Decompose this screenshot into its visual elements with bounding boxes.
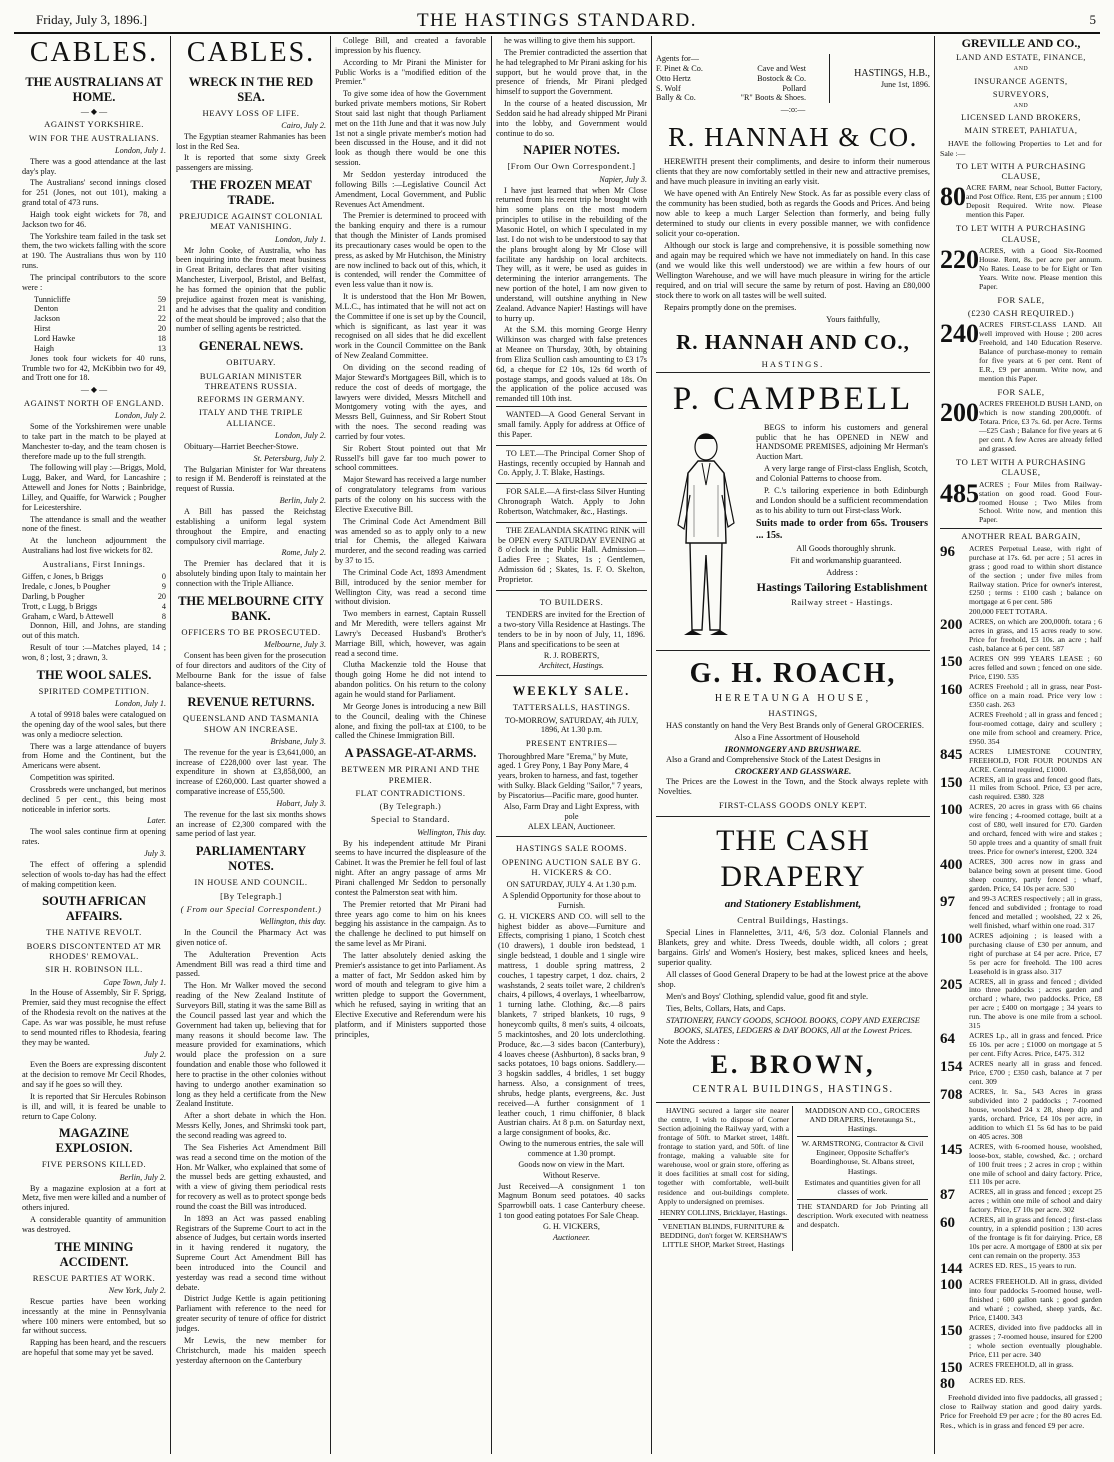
dateline: Wellington, this day.	[259, 917, 326, 927]
property-listing	[940, 1216, 1102, 1261]
campbell-ad: P. CAMPBELL BEGS to inform his customers and general public that he has OPENED in NEW and HANDSOME PREMISES, adjoining Mr Herman's Auction Mart. A very large range of First-class English, Scotch, and Colonial Patterns to choose from. P. C.'s tailoring experience in both Edinburgh and London should be a sufficient recommendation as to his ability to turn out First-class Work. Suits made to order from 65s. Trousers ... 15s. All Goods thoroughly shrunk. Fit and workmanship guaranteed. Address : Hastings Tailoring Establishment Railway street - Hastings.	[656, 372, 930, 650]
subheading: IN HOUSE AND COUNCIL.	[194, 877, 308, 888]
paragraph: It is reported that some sixty Greek passengers are missing.	[176, 153, 326, 173]
paragraph: Even the Boers are expressing discontent at the decision to remove Mr Cecil Rhodes, and say if he goes so will they.	[22, 1060, 166, 1090]
property-description: ACRES FREEHOLD, all in grass.	[969, 1359, 1074, 1369]
paragraph: The Criminal Code Act Amendment Bill was amended so as to apply only to a new trial for Chemis, the alleged Kaiwara murderer, and the second reading was carried by 37 to 15.	[335, 516, 486, 566]
property-description: ACRES, all in grass and fenced ; first-class country, in a splendid position ; 130 acres of the frontage is fit for dairying. Price, £8 10s per acre. A mortgage of £800 at six per cent can remain on the property. 353	[969, 1215, 1102, 1261]
paragraph: In the course of a heated discussion, Mr Seddon said he had already shipped Mr Pirani into the lobby, and Government would continue to do so.	[496, 99, 647, 138]
paragraph: There was a good attendance at the last day's play.	[22, 156, 166, 176]
property-description: ACRES, all in grass and fenced good flats, 11 miles from School. Price, £3 per acre, cash required. £380. 328	[969, 774, 1102, 802]
subheading: BOERS DISCONTENTED AT MR RHODES' REMOVAL.	[26, 940, 162, 961]
dateline: Melbourne, July 3.	[264, 640, 326, 650]
paragraph: Rescue parties have been working incessantly at the mine in Pennsylvania where 100 miners were entombed, but so far without success.	[22, 1296, 166, 1336]
property-description: ACRES, on which are 200,000ft. totara ; 6 acres in grass, and 15 acres ready to sow. Price for freehold, £3 10s. an acre ; half cash, balance at 6 per cent. 587	[969, 617, 1102, 654]
cash-drapery-ad: THE CASH DRAPERY and Stationery Establishment, Central Buildings, Hastings. Special Lines in Flannelettes, 3/11, 4/6, 5/3 doz. Colonial Flannels and Blankets, grey and white. Dress Tweeds, double width, all colors ; great bargains. Girls' and Women's Hosiery, best makes, spliced knees and heels, superior quality. All classes of Good General Drapery to be had at the lowest price at the above shop. Men's and Boys' Clothing, splendid value, good fit and style. Ties, Belts, Collars, Hats, and Caps. STATIONERY, FANCY GOODS, SCHOOL BOOKS, COPY AND EXERCISE BOOKS, SLATES, LEDGERS & DAY BOOKS, All at the Lowest Prices. Note the Address : E. BROWN, CENTRAL BUILDINGS, HASTINGS.	[656, 816, 930, 1101]
column-3	[335, 36, 486, 1454]
property-listing	[940, 608, 1102, 617]
weekly-sale-ad: WEEKLY SALE. TATTERSALLS, HASTINGS. TO-MORROW, SATURDAY, 4th JULY, 1896, At 1.30 p.m. PRESENT ENTRIES— Thoroughbred Mare "Erema," by Mute, aged. 1 Grey Pony, 1 Bay Pony Mare, 4 years, broken to harness, and fast, together with Sulky. Black Gelding "Sailor," 7 years, by Piscatorius—Pacific mare, good hunter. Also, Farm Dray and Light Express, with pole ALEX LEAN, Auctioneer.	[496, 675, 647, 836]
paragraph: The effect of offering a splendid selection of wools to-day has had the effect of making competition keen.	[22, 859, 166, 889]
property-listing	[940, 978, 1102, 1032]
property-listing: 220 ACRES, with a Good Six-Roomed House. Rent, 8s. per acre per annum. No Rates. Lease to be for Eight or Ten Years. Write now. Please mention this Paper.	[940, 244, 1102, 291]
paragraph: Obituary—Harriet Beecher-Stowe.	[184, 441, 299, 451]
dateline: Later.	[147, 816, 166, 826]
property-description: and 99-3 ACRES respectively ; all in grass, fenced and subdivided ; frontage to road fenced and metalled ; woolshed, 22 x 26, well finished, wharf within one road. 317	[969, 893, 1102, 930]
property-listing	[940, 1324, 1102, 1360]
masthead-title: THE HASTINGS STANDARD.	[416, 10, 698, 31]
paragraph: Competition was spirited.	[30, 773, 115, 783]
property-description: ACRES, 20 acres in grass with 66 chains wire fencing ; 4-roomed cottage, built at a cost of £80, well insured for £70. Garden and orchard, fenced with wire and stakes ; 50 apple trees and a quantity of small fruit trees. Price for owner's interest, £200. 324	[969, 802, 1102, 857]
property-acres: 708	[940, 1086, 963, 1103]
property-acres: 60	[940, 1215, 955, 1232]
masthead-date: Friday, July 3, 1896.]	[36, 12, 148, 27]
property-listing	[940, 618, 1102, 654]
column-rule	[491, 36, 492, 1454]
property-listing: 485 ACRES ; Four Miles from Railway-station on good road. Good Four-roomed House ; Two Miles from School. Write now, and mention this Paper.	[940, 478, 1102, 525]
sale-rooms-ad: HASTINGS SALE ROOMS. OPENING AUCTION SALE BY G. H. VICKERS & CO. ON SATURDAY, JULY 4. At 1.30 p.m. A Splendid Opportunity for those about to Furnish. G. H. VICKERS AND CO. will sell to the highest bidder as above—Furniture and Effects, comprising 1 piano, 1 Scotch chest (10 drawers), 1 double iron bedstead, 1 single bedstead, 1 double and 1 single wire mattress, 1 double spring mattress, 2 couches, 1 tapestry carpet, 1 doz. chairs, 2 washstands, 2 seats toilet ware, 2 children's chairs, 4 pillows, 4 overlays, 1 wheelbarrow, 1 turning lathe. Clothing, &c.—8 pairs blankets, 7 striped blankets, 10 rugs, 9 honeycomb quilts, 8 men's suits, 4 oilcoats, 5 mackintoshes, and 20 lots underclothing. Produce, &c.—3 sides bacon (Canterbury), 4 loaves cheese (Ashburton), 8 sacks bran, 9 sacks potatoes, 10 bags onions. Saddlery.—3 hogskin saddles, 4 bridles, 1 set buggy harness. Also, a consignment of trees, shrubs, hedge plants, evergreens, &c. Just received—A further consignment of 1 leather couch, 1 rimu chiffonier, 8 black Austrian chairs. At 8 p.m. on Saturday next, a large consignment of books, &c. Owing to the numerous entries, the sale will commence at 1.30 prompt. Goods now on view in the Mart. Without Reserve. Just Received—A consignment 1 ton Magnum Bonum seed potatoes. 40 sacks Sparrowbill oats. 1 case Canterbury cheese. 1 ton good eating potatoes For Sale Cheap. G. H. VICKERS, Auctioneer.	[496, 836, 647, 1246]
separator: — ◆ —	[80, 385, 108, 395]
property-listing	[940, 1088, 1102, 1142]
separator: — ◆ —	[80, 106, 108, 116]
innings-table	[22, 572, 166, 621]
paragraph: The Premier is determined to proceed with the banking enquiry and there is a rumour that though the Minister of Lands promised its precautionary cases would be open to the press, as asked by Mr Hutchison, the Ministry are now inclined to back out of this, which, it is contended, will render the Committee of even less value than it now is.	[335, 211, 486, 290]
innings-row: Giffen, c Jones, b Briggs 0	[22, 572, 166, 582]
paragraph: The wool sales continue firm at opening rates.	[22, 827, 166, 847]
property-description: ACRES LIMESTONE COUNTRY, FREEHOLD, FOR FOUR POUNDS AN ACRE. Central required, £1000.	[969, 746, 1102, 774]
paragraph: Consent has been given for the prosecution of four directors and auditors of the City of Melbourne Bank for the issue of false balance-sheets.	[176, 650, 326, 690]
property-listing	[940, 776, 1102, 803]
property-description: ACRES, all in grass and fenced ; except 25 acres ; within one mile of school and dairy factory. Price, £7 10s per acre. 302	[969, 1187, 1102, 1215]
dateline: Brisbane, July 3.	[270, 736, 326, 746]
paragraph: Crossbreds were unchanged, but merinos declined 5 per cent., this being most noticeable in inferior sorts.	[22, 784, 166, 814]
column-4	[496, 36, 647, 1454]
property-listing	[940, 748, 1102, 775]
column-rule	[330, 36, 331, 1454]
dateline: Wellington, This day.	[417, 827, 486, 837]
dateline: New York, July 2.	[108, 1286, 166, 1296]
property-listing	[940, 545, 1102, 608]
score-row: Haigh 13	[34, 343, 166, 353]
paragraph: The latter absolutely denied asking the Premier's assistance to get into Parliament. As a matter of fact, Mr Seddon asked him by word of mouth and telegram to give him a written pledge to support the Government, which he refused, saying in writing that an Elective Executive and Referendum were his platform, and if Ministers supported those principles,	[335, 950, 486, 1039]
headline: THE FROZEN MEAT TRADE.	[190, 178, 312, 208]
paragraph: On dividing on the second reading of Major Steward's Mortgagees Bill, which is to reduce the cost of deeds of mortgage, the lawyers were divided, Messrs Mitchell and Montgomery voting with the ayes, and Messrs Bell, Guinness, and Sir Robert Stout with the noes. The second reading was carried by four votes.	[335, 363, 486, 441]
innings-row: Darling, b Pougher 20	[22, 591, 166, 601]
small-ads-row: HAVING secured a larger site nearer the centre, I wish to dispose of Corner Section adjoining the Railway yard, with a frontage of 50ft. to Market street, 148ft. frontage to station yard, and 50ft. of line frontage, making a valuable site for warehouse, wool or grain store, offering as it does facilities at small cost for siding, together with comfortable, well-built residence and out-buildings complete. Apply to undersigned on premises. HENRY COLLINS, Bricklayer, Hastings. VENETIAN BLINDS, FURNITURE & BEDDING, don't forget W. KERSHAW'S LITTLE SHOP, Market Street, Hastings MADDISON AND CO., GROCERS AND DRAPERS, Heretaunga St., Hastings. W. ARMSTRONG, Contractor & Civil Engineer, Opposite Schaffer's Boardinghouse, St. Albans street, Hastings. Estimates and quantities given for all classes of work. THE STANDARD for Job Printing all description. Work executed with neatness and despatch.	[656, 1102, 930, 1255]
subheading: BETWEEN MR PIRANI AND THE PREMIER.	[341, 764, 480, 785]
gentleman-illustration	[662, 425, 750, 645]
collins-ad: HAVING secured a larger site nearer the centre, I wish to dispose of Corner Section adjoining the Railway yard, with a frontage of 50ft. to Market street, 148ft. frontage to station yard, and 50ft. of line frontage, making a valuable site for warehouse, wool or grain store, offering as it does facilities at small cost for siding, together with comfortable, well-built residence and out-buildings complete. Apply to undersigned on premises.	[658, 1105, 789, 1206]
paragraph: Freehold divided into five paddocks, all grassed ; close to Railway station and good dairy yards. Price for Freehold £9 per acre ; for the 80 acres Ed. Res., which is in grass and fenced £9 per acre.	[940, 1392, 1102, 1430]
paragraph: At the S.M. this morning George Henry Wilkinson was charged with false pretences at Meanee on Thursday, 30th, by obtaining from Eliza Scullion cash amounting to £3 17s 6d, a cheque for £2 10s, 12s 6d worth of postage stamps, and goods valued at 18s. On the application of the police accused was remanded till 10th inst.	[496, 325, 647, 404]
paragraph: Haigh took eight wickets for 78, and Jackson two for 46.	[22, 209, 166, 229]
property-description: ACRES, lr. Sa., 543 Acres in grass subdivided into 2 paddocks ; 7-roomed house, woolshed 24 x 28, sheep dip and yards, orchard. Price, £4 10s per acre, in addition to which £1 5s 6d has to be paid on 405 acres. 308	[969, 1086, 1102, 1141]
property-listing	[940, 1278, 1102, 1323]
masthead	[14, 10, 1100, 34]
paragraph: The Sea Fisheries Act Amendment Bill was read a second time on the motion of the Hon. Mr Walker, who explained that some of the mussel beds are getting exhausted, and with a view of giving them periodical rests for recovery as well as to protect sponge beds round the coast the Bill was introduced.	[176, 1142, 326, 1211]
score-row: Jackson 22	[34, 314, 166, 324]
subheading: AGAINST YORKSHIRE.	[44, 119, 144, 130]
property-listing	[940, 932, 1102, 977]
score-row: Lord Hawke 18	[34, 334, 166, 343]
column-rule	[651, 36, 652, 1454]
dateline: Napier, July 3.	[599, 174, 647, 184]
headline: REVENUE RETURNS.	[187, 695, 315, 710]
campbell-title: P. CAMPBELL	[672, 380, 914, 417]
paragraph: The Bulgarian Minister for War threatens to resign if M. Benderoff is reinstated at the request of Russia.	[176, 464, 326, 494]
paragraph: To give some idea of how the Government burked private members motions, Sir Robert Stout said last night that though Parliament met on the 11th June and that it was now July 1st not a single private member's motion had been discussed in the House, and it did not look as though there would be one this session.	[335, 89, 486, 168]
property-description: 200,000 FEET TOTARA.	[969, 607, 1048, 617]
paragraph: Donnon, Hill, and Johns, are standing out of this match.	[22, 621, 166, 641]
property-acres: 100	[940, 930, 963, 947]
hannah-signature: R. HANNAH AND CO.,	[676, 330, 910, 355]
property-listing	[940, 895, 1102, 931]
column-rule	[934, 36, 935, 1454]
dateline: July 3.	[144, 848, 166, 858]
paragraph: Mr John Cooke, of Australia, who has been inquiring into the frozen meat business in Great Britain, declares that after visiting Manchester, Liverpool, Bristol, and Belfast, he has formed the opinion that the public prejudice against frozen meat is vanishing, and he advises that the quality and condition of the meat should be improved ; also that the number of selling agents be restricted.	[176, 245, 326, 334]
subheading: Australians, First Innings.	[42, 558, 146, 569]
innings-row: Iredale, c Jones, b Pougher 9	[22, 582, 166, 592]
property-acres: 400	[940, 857, 963, 874]
subheading: HEAVY LOSS OF LIFE.	[202, 107, 300, 118]
property-description: ACRES, all in grass and fenced ; divided into three paddocks ; acres garden and orchard ; whare, two paddocks. Price, £8 per acre ; £400 on mortgage ; 34 years to run. The above is one mile from a school. 315	[969, 976, 1102, 1031]
byline: (By Telegraph.)	[379, 801, 442, 812]
paragraph: The Premier retorted that Mr Pirani had three years ago come to him on his knees begging his assistance in the campaign. As to the challenge he declined to put himself on the same level as Mr Pirani.	[335, 899, 486, 949]
subheading: REFORMS IN GERMANY.	[197, 394, 305, 405]
maddison-ad: MADDISON AND CO., GROCERS AND DRAPERS, Heretaunga St., Hastings.	[804, 1105, 921, 1134]
property-acres: 64	[940, 1031, 955, 1048]
dateline: Berlin, July 2.	[279, 496, 326, 506]
property-acres: 100	[940, 1277, 963, 1294]
headline: SOUTH AFRICAN AFFAIRS.	[42, 894, 146, 924]
paragraph: According to Mr Pirani the Minister for Public Works is a "modified edition of the Premier."	[335, 57, 486, 87]
property-description: ACRES Freehold ; all in grass, near Post-office on a main road. Price very low : £350 cash. 263	[969, 682, 1102, 709]
column-rule	[170, 36, 171, 1454]
dateline: Cairo, July 2.	[281, 120, 326, 130]
agents-block: Agents for— F. Pinet & Co. Cave and West Otto Hertz Bostock & Co. S. Wolf Pollard Bally & Co. "R" Boots & Shoes. HASTINGS, H.B., June 1st, 1896.	[656, 54, 930, 103]
section-title: CABLES.	[186, 37, 316, 68]
property-description: ACRES, with 6-roomed house, woolshed, loose-box, stable, cowshed, &c. ; orchard of 100 fruit trees ; 2 acres in crop ; within one mile of school and dairy factory. Price, £11 10s per acre.	[969, 1141, 1102, 1187]
property-acres: 97	[940, 893, 955, 910]
classified-ad: FOR SALE.—A first-class Silver Hunting Chronograph Watch. Apply to John Robertson, Watchmaker, &c., Hastings.	[496, 483, 647, 522]
property-acres: 100	[940, 802, 963, 819]
paragraph: Some of the Yorkshiremen were unable to take part in the match to be played at Manchester to-day, and the team chosen is therefore made up to the full strength.	[22, 421, 166, 461]
property-listing: 240 ACRES FIRST-CLASS LAND. All well improved with House ; 200 acres Freehold, and 140 Education Reserve. Balance of purchase-money to remain for five years at 6 per cent. Rent of E.R., £9 per annum. Write now, and mention this Paper.	[940, 319, 1102, 384]
score-row: Denton 21	[34, 304, 166, 314]
property-listing	[940, 683, 1102, 710]
property-description: ACRES nearly all in grass and fenced. Price, £700 ; £350 cash, balance at 7 per cent. 309	[969, 1059, 1102, 1086]
paragraph: By a magazine explosion at a fort at Metz, five men were killed and a number of others injured.	[22, 1183, 166, 1213]
dateline: July 2.	[144, 1049, 166, 1059]
paragraph: The Australians' second innings closed for 251 (Jones, not out 101), making a grand total of 473 runs.	[22, 178, 166, 208]
paragraph: The following will play :—Briggs, Mold, Lugg, Baker, and Ward, for Lancashire ; Attewell and Jones for Notts ; Bainbridge, Lilley, and Quaiffe, for Warwick ; Pougher for Leicestershire.	[22, 463, 166, 512]
paragraph: The Premier contradicted the assertion that he had telegraphed to Mr Pirani asking for his support, but he would prove that, in the presence of friends, Mr Pirani pledged himself to support the Government.	[496, 47, 647, 97]
paragraph: The Premier has declared that it is absolutely binding upon Italy to maintain her connection with the Triple Alliance.	[176, 559, 326, 588]
paragraph: It is reported that Sir Hercules Robinson is ill, and will, it is feared be unable to return to Cape Colony.	[22, 1091, 166, 1121]
headline: MAGAZINE EXPLOSION.	[55, 1126, 133, 1156]
subheading: SPIRITED COMPETITION.	[38, 685, 150, 696]
headline: THE WOOL SALES.	[36, 667, 152, 682]
paragraph: The principal contributors to the score were :	[22, 272, 166, 292]
hannah-title: R. HANNAH & CO.	[668, 121, 918, 152]
property-description: ACRES ED. RES., 15 years to run.	[969, 1261, 1077, 1271]
dateline: London, July 1.	[115, 145, 166, 155]
property-acres: 150	[940, 774, 963, 791]
property-list	[940, 545, 1102, 1392]
property-acres: 160	[940, 682, 963, 698]
headline: WRECK IN THE RED SEA.	[188, 74, 314, 104]
property-description: ACRES FREEHOLD. All in grass, divided into four paddocks 5-roomed house, well-finished ; 600 gallon tank ; good garden and wharé ; cowshed, sheep yards, &c. Price, £1400. 343	[969, 1277, 1102, 1322]
paragraph: Jones took four wickets for 40 runs, Trumble two for 42, McKibbin two for 49, and Trott one for 18.	[22, 353, 166, 383]
paragraph: Rapping has been heard, and the rescuers are hopeful that some may yet be saved.	[22, 1338, 166, 1358]
advertisement-column	[656, 36, 930, 1454]
paragraph: Clutha Mackenzie told the House that though going Home he did not intend to abandon politics. On his return to the colony again he would stand for Parliament.	[335, 660, 486, 699]
property-acres: 144	[940, 1261, 963, 1278]
paragraph: The revenue for the year is £3,641,000, an increase of £228,000 over last year. The expenditure in shown at £3,858,000, an increase of £260,000. Last quarter showed a comparative increase of £55,500.	[176, 747, 326, 797]
property-acres: 200	[940, 617, 963, 634]
property-description: ACRES ED. RES.	[969, 1375, 1026, 1385]
property-acres: 145	[940, 1141, 963, 1158]
standard-ad: THE STANDARD for Job Printing all description. Work executed with neatness and despatch.	[797, 1199, 928, 1230]
paragraph: A Bill has passed the Reichstag establishing a uniform legal system throughout the Empire, and enacting compulsory civil marriage.	[176, 506, 326, 546]
subheading: WIN FOR THE AUSTRALIANS.	[28, 132, 160, 143]
dateline: Hobart, July 3.	[276, 798, 326, 808]
headline: GENERAL NEWS.	[198, 339, 304, 354]
byline: Special to Standard.	[371, 814, 450, 825]
paragraph: Result of tour :—Matches played, 14 ; won, 8 ; lost, 3 ; drawn, 3.	[22, 643, 166, 662]
paragraph: Sir Robert Stout pointed out that Mr Russell's bill gave far too much power to school committees.	[335, 443, 486, 473]
paragraph: The Egyptian steamer Rahmanies has been lost in the Red Sea.	[176, 131, 326, 151]
classified-ad: TO LET.—The Principal Corner Shop of Hastings, recently occupied by Hannah and Co. Apply, J. T. Blake, Hastings.	[496, 445, 647, 484]
subheading: PREJUDICE AGAINST COLONIAL MEAT VANISHING.	[179, 211, 323, 232]
property-acres: 845	[940, 746, 963, 763]
property-acres: 87	[940, 1187, 955, 1204]
cash-drapery-title: THE CASH DRAPERY	[716, 824, 870, 894]
headline: THE MINING ACCIDENT.	[54, 1239, 134, 1269]
section-title: CABLES.	[29, 37, 159, 68]
property-listing	[940, 711, 1102, 747]
dateline: Rome, July 2.	[281, 548, 326, 558]
paragraph: District Judge Kettle is again petitioning Parliament with reference to the need for greater security of tenure of office for district judges.	[176, 1294, 326, 1333]
headline: PARLIAMENTARY NOTES.	[195, 844, 307, 874]
byline: [From Our Own Correspondent.]	[507, 161, 636, 172]
paragraph: Two members in earnest, Captain Russell and Mr Meredith, were tellers against Mr Lawry's Deceased Husband's Brother's Marriage Bill, which, however, was again read a second time.	[335, 609, 486, 658]
paragraph: A total of 9918 bales were catalogued on the opening day of the wool sales, but there was only a mediocre selection.	[22, 710, 166, 739]
property-listing: 80 ACRE FARM, near School, Butter Factory, and Post Office. Rent, £35 per annum ; £100 Deposit Required. Write now. Please mention this Paper.	[940, 182, 1102, 220]
property-acres: 150	[940, 1359, 963, 1376]
property-description: ACRES Lp., all in grass and fenced. Price £6 10s. per acre ; £1000 on mortgage at 5 per cent. Fifty Acres. Price, £475. 312	[969, 1031, 1102, 1059]
property-listing	[940, 1188, 1102, 1215]
paragraph: The Hon. Mr Walker moved the second reading of the New Zealand Institute of Surveyors Bill, stating it was the same Bill as the Council passed last year and which the Government had taken up, believing that for many reasons it should become law. The measure provided for examinations, which would place the profession on a sure foundation and enable those who followed it here to practise in the other colonies without having to undergo another examination so long as they held a certificate from the New Zealand Institute.	[176, 981, 326, 1109]
paragraph: The Criminal Code Act, 1893 Amendment Bill, introduced by the senior member for Wellington City, was read a second time without division.	[335, 567, 486, 607]
headline: THE MELBOURNE CITY BANK.	[178, 593, 324, 623]
property-acres: 205	[940, 976, 963, 993]
paragraph: The attendance is small and the weather none of the finest.	[22, 514, 166, 534]
byline: [By Telegraph.]	[220, 890, 282, 901]
greville-column: GREVILLE AND CO., LAND AND ESTATE, FINANCE, AND INSURANCE AGENTS, SURVEYORS, AND LICENSED LAND BROKERS, MAIN STREET, PAHIATUA, HAVE the following Properties to Let and for Sale :— TO LET WITH A PURCHASING CLAUSE, 80 ACRE FARM, near School, Butter Factory, and Post Office. Rent, £35 per annum ; £100 Deposit Required. Write now. Please mention this Paper. TO LET WITH A PURCHASING CLAUSE, 220 ACRES, with a Good Six-Roomed House. Rent, 8s. per acre per annum. No Rates. Lease to be for Eight or Ten Years. Write now. Please mention this Paper. FOR SALE, (£230 CASH REQUIRED.) 240 ACRES FIRST-CLASS LAND. All well improved with House ; 200 acres Freehold, and 140 Education Reserve. Balance of purchase-money to remain for five years at 6 per cent. Rent of E.R., £9 per annum. Write now, and mention this Paper. FOR SALE, 200 ACRES FREEHOLD BUSH LAND, on which is now standing 200,000ft. of Totara. Price, £3 7s. 6d. per Acre. Terms—£25 Cash ; Balance for five years at 6 per cent. A few Acres are already felled and grassed. TO LET WITH A PURCHASING CLAUSE, 485 ACRES ; Four Miles from Railway-station on good road. Good Four-roomed House ; Two Miles from School. Write now, and mention this Paper. ANOTHER REAL BARGAIN, 96 ACRES Perpetual Lease, with right of purchase at 17s. 6d. per acre ; 51 acres in grass ; good road to within short distance of the section ; under five miles from Railway station. Price for owner's interest, £250 ; terms : £100 cash ; balance on mortgage at 6 per cent. 586 200,000 FEET TOTARA. 200 ACRES, on which are 200,000ft. totara ; 6 acres in grass, and 15 acres ready to sow. Price for freehold, £3 10s. an acre ; half cash, balance at 6 per cent. 587 150 ACRES ON 999 YEARS LEASE ; 60 acres felled and sown ; fenced on one side. Price, £190. 535 160 ACRES Freehold ; all in grass, near Post-office on a main road. Price very low : £350 cash. 263 ACRES Freehold ; all in grass and fenced ; four-roomed cottage, dairy and scullery ; one mile from school and creamery. Price, £950. 354 845 ACRES LIMESTONE COUNTRY, FREEHOLD, FOR FOUR POUNDS AN ACRE. Central required, £1000. 150 ACRES, all in grass and fenced good flats, 11 miles from School. Price, £3 per acre, cash required. £380. 328 100 ACRES, 20 acres in grass with 66 chains wire fencing ; 4-roomed cottage, built at a cost of £80, well insured for £70. Garden and orchard, fenced with wire and stakes ; 50 apple trees and a quantity of small fruit trees. Price for owner's interest, £200. 324 400 ACRES, 300 acres now in grass and balance being sown at present time. Good sheep country, partly fenced ; wharf, garden. Price, £4 10s per acre. 530 97 and 99-3 ACRES respectively ; all in grass, fenced and subdivided ; frontage to road fenced and metalled ; woolshed, 22 x 26, well finished, wharf within one road. 317 100 ACRES adjoining ; is leased with a purchasing clause of £30 per annum, and right of purchase at £4 per acre. Price, £7 5s per acre for freehold. The 100 acres Leasehold is in grass also. 317 205 ACRES, all in grass and fenced ; divided into three paddocks ; acres garden and orchard ; whare, two paddocks. Price, £8 per acre ; £400 on mortgage ; 34 years to run. The above is one mile from a school. 315 64 ACRES Lp., all in grass and fenced. Price £6 10s. per acre ; £1000 on mortgage at 5 per cent. Fifty Acres. Price, £475. 312 154 ACRES nearly all in grass and fenced. Price, £700 ; £350 cash, balance at 7 per cent. 309 708 ACRES, lr. Sa., 543 Acres in grass subdivided into 2 paddocks ; 7-roomed house, woolshed 24 x 28, sheep dip and yards, orchard. Price, £4 10s per acre, in addition to which £1 5s 6d has to be paid on 405 acres. 308 145 ACRES, with 6-roomed house, woolshed, loose-box, stable, cowshed, &c. ; orchard of 100 fruit trees ; 2 acres in crop ; within one mile of school and dairy factory. Price, £11 10s per acre. 87 ACRES, all in grass and fenced ; except 25 acres ; within one mile of school and dairy factory. Price, £7 10s per acre. 302 60 ACRES, all in grass and fenced ; first-class country, in a splendid position ; 130 acres of the frontage is fit for dairying. Price, £8 10s per acre. A mortgage of £800 at six per cent can remain on the property. 353 144 ACRES ED. RES., 15 years to run. 100 ACRES FREEHOLD. All in grass, divided into four paddocks 5-roomed house, well-finished ; 600 gallon tank ; good garden and wharé ; cowshed, sheep yards, &c. Price, £1400. 343 150 ACRES, divided into five paddocks all in grasses ; 7-roomed house, insured for £200 ; whole section eventually ploughable. Price, £11 per acre. 340 150 ACRES FREEHOLD, all in grass. 80 ACRES ED. RES. Freehold divided into five paddocks, all grassed ; close to Railway station and good dairy yards. Price for Freehold £9 per acre ; for the 80 acres Ed. Res., which is in grass and fenced £9 per acre.	[940, 36, 1102, 1430]
property-description: ACRES Freehold ; all in grass and fenced ; four-roomed cottage, dairy and scullery ; one mile from school and creamery. Price, £950. 354	[969, 709, 1102, 746]
paragraph: Mr Seddon yesterday introduced the following Bills :—Legislative Council Act Amendment, Local Government, and Public Revenues Act Amendment.	[335, 169, 486, 209]
property-description: ACRES ON 999 YEARS LEASE ; 60 acres felled and sown ; fenced on one side. Price, £190. 535	[969, 654, 1102, 682]
roach-ad: G. H. ROACH, HERETAUNGA HOUSE, HASTINGS, HAS constantly on hand the Very Best Brands only of General GROCERIES. Also a Fine Assortment of Household IRONMONGERY AND BRUSHWARE. Also a Grand and Comprehensive Stock of the Latest Designs in CROCKERY AND GLASSWARE. The Prices are the Lowest in the Town, and the Stock always replete with Novelties. FIRST-CLASS GOODS ONLY KEPT.	[656, 650, 930, 817]
property-description: ACRES adjoining ; is leased with a purchasing clause of £30 per annum, and right of purchase at £4 per acre. Price, £7 5s per acre for freehold. The 100 acres Leasehold is in grass also. 317	[969, 930, 1102, 976]
subheading: OBITUARY.	[226, 357, 276, 368]
dateline: London, July 1.	[275, 234, 326, 244]
paragraph: In the Council the Pharmacy Act was given notice of.	[176, 928, 326, 947]
subheading: QUEENSLAND AND TASMANIA SHOW AN INCREASE.	[182, 713, 320, 734]
paragraph: I have just learned that when Mr Close returned from his recent trip he brought with him some plans on the most modern principles to utilise in the rebuilding of the Masonic Hotel, on which I speculated in my last. I do not wish to be understood to say that the plans brought along by Mr Close will facilitate any hardship on local architects. They will, as it were, be used as guides in determining the interior arrangements. The new portion of the hotel, I am now given to understand, will outshine anything in New Zealand. Advance Napier! Hastings will have to hurry up.	[496, 185, 647, 323]
page-number: 5	[1089, 12, 1096, 27]
property-description: ACRES Perpetual Lease, with right of purchase at 17s. 6d. per acre ; 51 acres in grass ; good road to within short distance of the section ; under five miles from Railway station. Price for owner's interest, £250 ; terms : £100 cash ; balance on mortgage at 6 per cent. 586	[969, 543, 1102, 607]
separator: —:o:—	[780, 105, 806, 115]
paragraph: Mr Lewis, the new member for Christchurch, made his maiden speech yesterday afternoon on the Canterbury	[176, 1335, 326, 1365]
paragraph: In 1893 an Act was passed enabling Registrars of the Supreme Court to act in the absence of Judges, but certain words inserted in it having rendered it nugatory, the Supreme Court Act Amendment Bill has been introduced into the Council and yesterday was read a second time without debate.	[176, 1213, 326, 1292]
paragraph: The Yorkshire team failed in the task set them, the two wickets falling with the score at 190. The Australians thus won by 110 runs.	[22, 231, 166, 271]
paragraph: he was willing to give them his support.	[504, 36, 635, 45]
armstrong-ad: W. ARMSTRONG, Contractor & Civil Engineer, Opposite Schaffer's Boardinghouse, St. Albans street, Hastings.	[797, 1136, 928, 1176]
property-listing	[940, 1262, 1102, 1277]
classified-ad: WANTED—A Good General Servant in small family. Apply for address at Office of this Paper.	[496, 406, 647, 445]
property-description: ACRES, 300 acres now in grass and balance being sown at present time. Good sheep country, partly fenced ; wharf, garden. Price, £4 10s per acre. 530	[969, 857, 1102, 893]
property-listing	[940, 1377, 1102, 1392]
property-description: ACRES, divided into five paddocks all in grasses ; 7-roomed house, insured for £200 ; whole section eventually ploughable. Price, £11 per acre. 340	[969, 1322, 1102, 1359]
dateline: St. Petersburg, July 2.	[253, 453, 326, 463]
headline: THE AUSTRALIANS AT HOME.	[25, 74, 163, 104]
property-listing	[940, 803, 1102, 857]
paragraph: There was a large attendance of buyers from Home and the Continent, but the Americans were absent.	[22, 741, 166, 771]
score-row: Hirst 20	[34, 324, 166, 334]
property-listing	[940, 1060, 1102, 1087]
property-listing	[940, 655, 1102, 682]
property-listing	[940, 1143, 1102, 1188]
brown-title: E. BROWN,	[710, 1050, 876, 1080]
greville-title: GREVILLE AND CO.,	[961, 36, 1081, 50]
subheading: FLAT CONTRADICTIONS.	[355, 787, 466, 798]
subheading: RESCUE PARTIES AT WORK.	[32, 1272, 156, 1283]
property-listing	[940, 1361, 1102, 1376]
score-table	[22, 295, 166, 354]
paragraph: Mr George Jones is introducing a new Bill to the Council, dealing with the Chinese alone, and fixing the poll-tax at £100, to be called the Chinese Immigration Bill.	[335, 701, 486, 741]
dateline: London, July 2.	[115, 411, 166, 421]
property-acres: 150	[940, 1322, 963, 1339]
property-listing: 200 ACRES FREEHOLD BUSH LAND, on which is now standing 200,000ft. of Totara. Price, £3 7s. 6d. per Acre. Terms—£25 Cash ; Balance for five years at 6 per cent. A few Acres are already felled and grassed.	[940, 398, 1102, 454]
headline: A PASSAGE-AT-ARMS.	[344, 746, 477, 761]
paragraph: In the House of Assembly, Sir F. Sprigg, Premier, said they must recognise the effect of the Rhodesia revolt on the natives at the Cape. As war was possible, he must refuse to send mounted rifles to Rhodesia, fearing they may be wanted.	[22, 988, 166, 1047]
innings-row: Graham, c Ward, b Attewell 8	[22, 611, 166, 621]
property-acres: 80	[940, 1375, 955, 1392]
paragraph: The Adulteration Prevention Acts Amendment Bill was read a third time and passed.	[176, 949, 326, 979]
classified-ad: THE ZEALANDIA SKATING RINK will be OPEN every SATURDAY EVENING at 8 o'clock in the Public Hall. Admission—Ladies Free ; Skates, 1s ; Gentlemen, Admission 6d ; Skates, 1s. F. O. Skelton, Proprietor.	[496, 522, 647, 590]
dateline: Cape Town, July 1.	[103, 977, 166, 987]
property-acres: 150	[940, 654, 963, 671]
subheading: SIR H. ROBINSON ILL.	[45, 964, 143, 975]
property-acres: 96	[940, 543, 955, 560]
subheading: BULGARIAN MINISTER THREATENS RUSSIA.	[199, 370, 303, 391]
subheading: AGAINST NORTH OF ENGLAND.	[23, 397, 165, 408]
paragraph: College Bill, and created a favorable impression by his fluency.	[335, 36, 486, 55]
property-listing	[940, 858, 1102, 894]
kershaw-ad: VENETIAN BLINDS, FURNITURE & BEDDING, don't forget W. KERSHAW'S LITTLE SHOP, Market Street, Hastings	[658, 1219, 789, 1249]
roach-title: G. H. ROACH,	[689, 657, 897, 689]
score-row: Tunnicliffe 59	[34, 294, 166, 304]
byline: ( From our Special Correspondent.)	[180, 903, 322, 914]
subheading: ITALY AND THE TRIPLE ALLIANCE.	[198, 407, 303, 428]
paragraph: A considerable quantity of ammunition was destroyed.	[22, 1215, 166, 1234]
property-listing	[940, 1032, 1102, 1059]
subheading: OFFICERS TO BE PROSECUTED.	[181, 626, 321, 637]
paragraph: Major Steward has received a large number of congratulatory telegrams from various parts of the colony on his success with the Elective Executive Bill.	[335, 475, 486, 514]
dateline: London, July 1.	[115, 699, 166, 709]
property-acres: 154	[940, 1059, 963, 1076]
subheading: FIVE PERSONS KILLED.	[41, 1159, 147, 1170]
dateline: Berlin, July 2.	[119, 1172, 166, 1182]
subheading: THE NATIVE REVOLT.	[46, 927, 142, 938]
paragraph: The revenue for the last six months shows an increase of £2,300 compared with the same period of last year.	[176, 809, 326, 839]
paragraph: By his independent attitude Mr Pirani seems to have incurred the displeasure of the Cabinet. It was the Premier he fell foul of last night. After an angry passage of arms Mr Pirani challenged Mr Seddon to personally contest the Palmerston seat with him.	[335, 838, 486, 897]
column-1	[22, 36, 166, 1454]
innings-row: Trott, c Lugg, b Briggs 4	[22, 601, 166, 611]
builders-ad: TO BUILDERS. TENDERS are invited for the Erection of a two-story Villa Residence at Hastings. The tenders to be in by noon of July, 11, 1896. Plans and specifications to be seen at R. J. ROBERTS, Architect, Hastings.	[496, 590, 647, 675]
hannah-ad: Agents for— F. Pinet & Co. Cave and West Otto Hertz Bostock & Co. S. Wolf Pollard Bally & Co. "R" Boots & Shoes. HASTINGS, H.B., June 1st, 1896. —:o:— R. HANNAH & CO. HEREWITH present their compliments, and desire to inform their numerous clients that they are now comfortably settled in their new and attractive premises, and have much pleasure in inviting an early visit. We have opened with An Entirely New Stock. As far as possible every class of the community has been studied, both as regards the Goods and Prices. And being now able to keep a much Larger Selection than formerly, and being fully determined to study our clients in every possible manner, we with confidence solicit your co-operation. Although our stock is large and comprehensive, it is possible something now and again may be required which we have not immediately on hand. In this case (and we would like this well understood) we are within a few hours of our Wellington Warehouse, and we will have much pleasure in wiring for the article required, and on trial will secure the same by return of post. Having an £80,000 stock there to work on all tastes will be well suited. Repairs promptly done on the premises. Yours faithfully, R. HANNAH AND CO., HASTINGS.	[656, 54, 930, 369]
dateline: London, July 2.	[275, 431, 326, 441]
paragraph: At the luncheon adjournment the Australians had lost five wickets for 82.	[22, 536, 166, 556]
paragraph: It is understood that the Hon Mr Bowen, M.L.C., has intimated that he will not act on the Committee if one is set up by the Council, which is significant, as last year it was recognised on all sides that he did excellent work in the Council Committee on the Bank of New Zealand Committee.	[335, 292, 486, 361]
headline: NAPIER NOTES.	[523, 143, 620, 158]
column-2	[176, 36, 326, 1454]
paragraph: After a short debate in which the Hon. Messrs Kelly, Jones, and Shrimski took part, the second reading was agreed to.	[176, 1111, 326, 1140]
